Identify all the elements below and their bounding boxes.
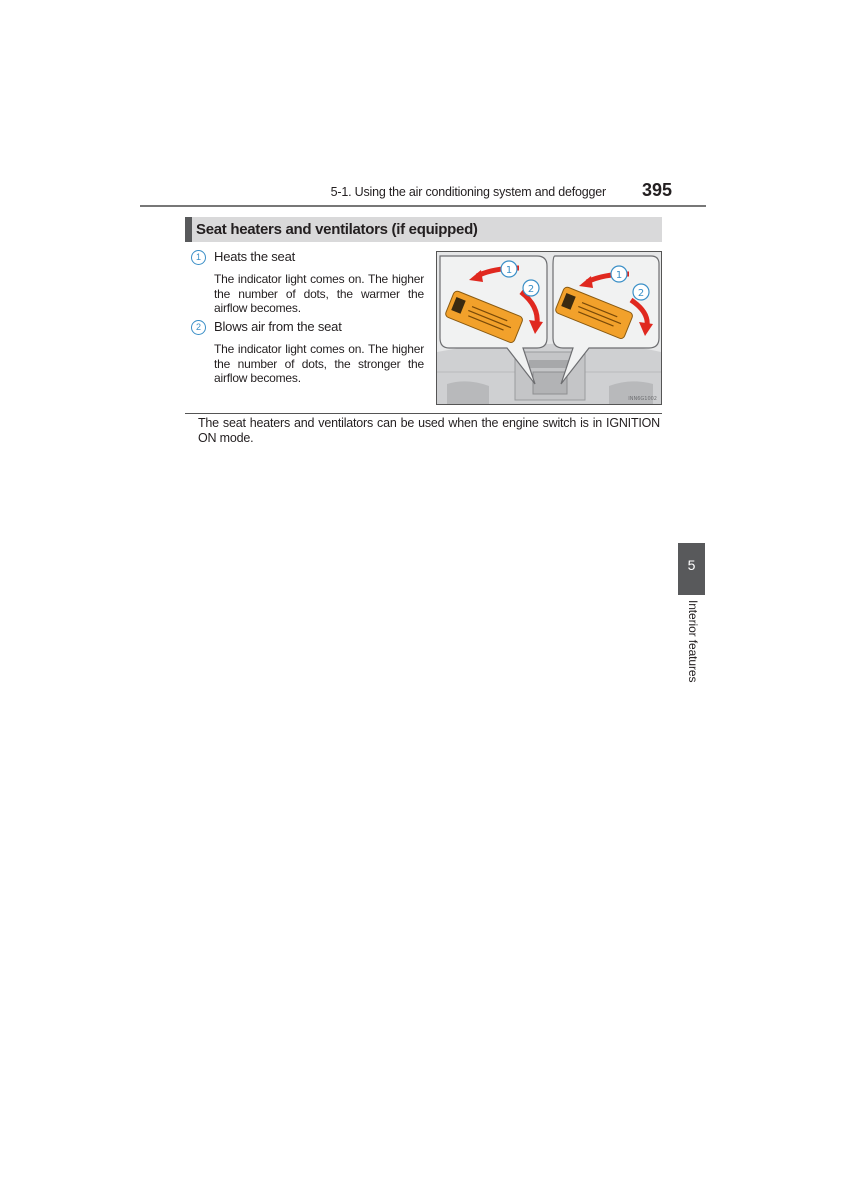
item-description-blows-air: The indicator light comes on. The higher the number of dots, the stronger the airflow becomes. xyxy=(214,342,424,385)
item-label-blows-air: Blows air from the seat xyxy=(214,319,342,334)
chapter-tab-number[interactable]: 5 xyxy=(678,543,705,595)
note-rule xyxy=(185,413,662,414)
section-heading: Seat heaters and ventilators (if equipped) xyxy=(196,221,478,238)
seat-switch-illustration xyxy=(436,251,662,405)
item-label-heats-seat: Heats the seat xyxy=(214,249,296,264)
page-number: 395 xyxy=(641,180,672,200)
illustration-callout-1-right: 1 xyxy=(615,270,623,281)
chapter-tab-label: Interior features xyxy=(686,600,700,683)
callout-number-2: 2 xyxy=(191,320,206,335)
illustration-code: INN6G1002 xyxy=(628,396,657,402)
callout-number-1: 1 xyxy=(191,250,206,265)
illustration-callout-2-right: 2 xyxy=(637,288,645,299)
illustration-callout-2-left: 2 xyxy=(527,284,535,295)
running-header-title: 5-1. Using the air conditioning system and defogger xyxy=(330,185,606,199)
header-rule xyxy=(140,205,706,207)
note-text: The seat heaters and ventilators can be used when the engine switch is in IGNITION ON mode. xyxy=(198,416,660,445)
item-description-heats-seat: The indicator light comes on. The higher the number of dots, the warmer the airflow becomes. xyxy=(214,272,424,315)
illustration-callout-1-left: 1 xyxy=(505,265,513,276)
